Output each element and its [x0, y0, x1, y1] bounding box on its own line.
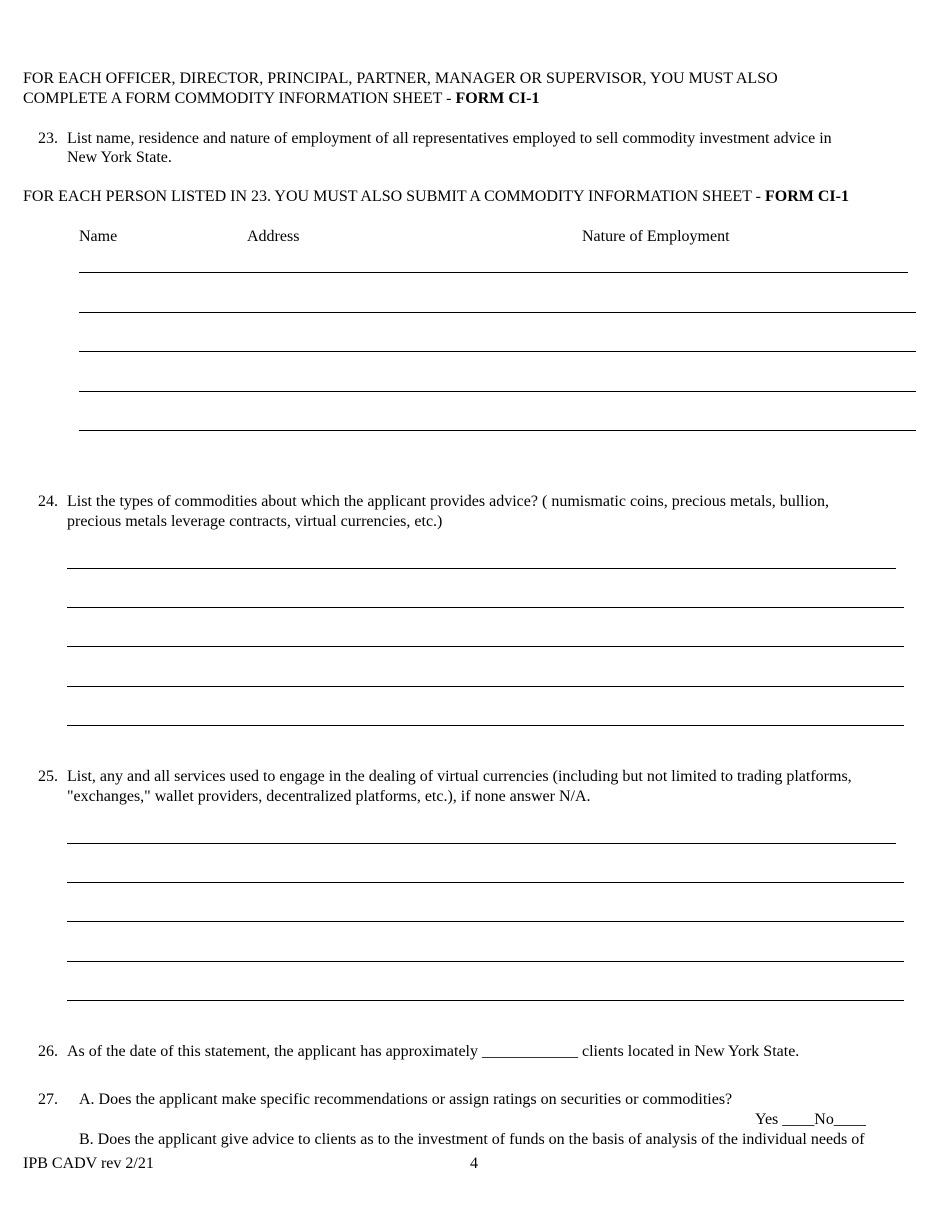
footer-revision: IPB CADV rev 2/21: [23, 1155, 154, 1172]
column-header-address: Address: [247, 228, 300, 245]
q24-answer-line[interactable]: [67, 568, 896, 569]
intro-line-2-text: COMPLETE A FORM COMMODITY INFORMATION SHEET -: [23, 90, 456, 107]
intro-line-2: [23, 89, 539, 109]
q23-number: 23.: [38, 130, 58, 147]
q23-notice-text: FOR EACH PERSON LISTED IN 23. YOU MUST ALSO SUBMIT A COMMODITY INFORMATION SHEET -: [23, 188, 765, 205]
intro-line-1: FOR EACH OFFICER, DIRECTOR, PRINCIPAL, PARTNER, MANAGER OR SUPERVISOR, YOU MUST ALSO: [23, 70, 778, 87]
q25-number: 25.: [38, 768, 58, 785]
q25-answer-line[interactable]: [67, 1000, 904, 1001]
q27-number: 27.: [38, 1091, 58, 1108]
q23-text-line-2: New York State.: [67, 149, 172, 166]
q26-text: [67, 1042, 799, 1062]
column-header-employment: Nature of Employment: [582, 228, 730, 245]
q26-text-before: As of the date of this statement, the applicant has approximately: [67, 1043, 478, 1060]
q23-notice-form-ref: FORM CI-1: [765, 188, 849, 205]
q27-yes-no[interactable]: Yes ____No____: [755, 1111, 866, 1128]
q24-answer-line[interactable]: [67, 725, 904, 726]
column-header-name: Name: [79, 228, 118, 245]
q27-part-a: A. Does the applicant make specific recommendations or assign ratings on securities or commodities?: [79, 1091, 733, 1108]
q24-number: 24.: [38, 493, 58, 510]
intro-form-ref: FORM CI-1: [455, 90, 540, 107]
q26-number: 26.: [38, 1043, 58, 1060]
q23-answer-line[interactable]: [79, 391, 916, 392]
q24-text-line-1: List the types of commodities about which the applicant provides advice? ( numismatic coins, precious metals, bullion,: [67, 493, 830, 510]
q26-client-count-blank[interactable]: ____________: [482, 1043, 578, 1060]
q23-notice: [23, 187, 849, 207]
q24-text-line-2: precious metals leverage contracts, virtual currencies, etc.): [67, 513, 443, 530]
q27-part-b: B. Does the applicant give advice to clients as to the investment of funds on the basis of analysis of the individual needs of: [79, 1131, 865, 1148]
q24-answer-line[interactable]: [67, 686, 904, 687]
q23-answer-line[interactable]: [79, 312, 916, 313]
q23-answer-line[interactable]: [79, 272, 908, 273]
q25-text-line-2: "exchanges," wallet providers, decentralized platforms, etc.), if none answer N/A.: [67, 788, 591, 805]
page-number: 4: [470, 1155, 478, 1172]
q25-answer-line[interactable]: [67, 961, 904, 962]
q23-answer-line[interactable]: [79, 351, 916, 352]
q24-answer-line[interactable]: [67, 607, 904, 608]
q23-answer-line[interactable]: [79, 430, 916, 431]
q25-answer-line[interactable]: [67, 921, 904, 922]
q24-answer-line[interactable]: [67, 646, 904, 647]
q25-text-line-1: List, any and all services used to engage in the dealing of virtual currencies (including but not limited to trading platforms,: [67, 768, 852, 785]
q25-answer-line[interactable]: [67, 843, 896, 844]
q26-text-after: clients located in New York State.: [582, 1043, 800, 1060]
q23-text-line-1: List name, residence and nature of employment of all representatives employed to sell commodity investment advice in: [67, 130, 832, 147]
q25-answer-line[interactable]: [67, 882, 904, 883]
